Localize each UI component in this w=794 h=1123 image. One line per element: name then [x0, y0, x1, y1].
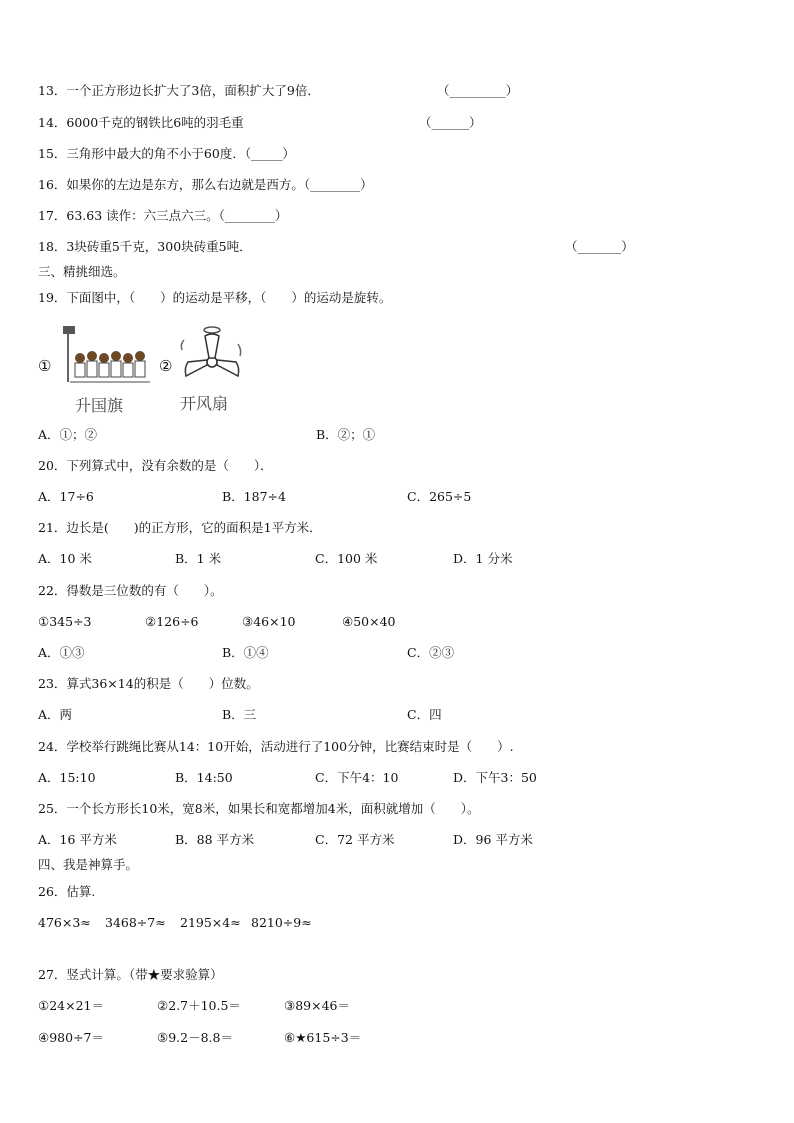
q24-option-d[interactable]: D．下午3：50 — [453, 770, 537, 785]
question-18: 18．3块砖重5千克，300块砖重5吨． — [38, 239, 252, 254]
q20-option-a[interactable]: A．17÷6 — [38, 489, 94, 504]
q21-option-d[interactable]: D．1 分米 — [453, 551, 513, 566]
q22-item-2: ②126÷6 — [145, 614, 199, 629]
vertical-calc-2: ②2.7＋10.5＝ — [157, 998, 241, 1013]
q25-option-b[interactable]: B．88 平方米 — [175, 832, 255, 847]
q20-option-b[interactable]: B．187÷4 — [222, 489, 286, 504]
q19-option-a[interactable]: A．①；② — [38, 427, 98, 442]
section-heading-3: 三、精挑细选。 — [38, 264, 126, 279]
q21-option-b[interactable]: B．1 米 — [175, 551, 222, 566]
estimate-item-2: 3468÷7≈ — [105, 915, 166, 930]
question-27: 27．竖式计算。（带★要求验算） — [38, 967, 223, 982]
question-17: 17．63.63 读作：六三点六三。（________） — [38, 208, 288, 223]
q23-option-b[interactable]: B．三 — [222, 707, 257, 722]
vertical-calc-6: ⑥★615÷3＝ — [284, 1030, 362, 1045]
question-25: 25．一个长方形长10米，宽8米，如果长和宽都增加4米，面积就增加（ ）。 — [38, 801, 480, 816]
question-13: 13．一个正方形边长扩大了3倍，面积扩大了9倍． — [38, 83, 320, 98]
question-15: 15．三角形中最大的角不小于60度．（_____） — [38, 146, 295, 161]
question-24: 24．学校举行跳绳比赛从14：10开始，活动进行了100分钟，比赛结束时是（ ）. — [38, 739, 514, 754]
question-16: 16．如果你的左边是东方，那么右边就是西方。（________） — [38, 177, 373, 192]
fan-figure — [176, 322, 246, 392]
question-20: 20．下列算式中，没有余数的是（ ）． — [38, 458, 273, 473]
q23-option-c[interactable]: C．四 — [407, 707, 442, 722]
q25-option-c[interactable]: C．72 平方米 — [315, 832, 395, 847]
question-26: 26．估算. — [38, 884, 96, 899]
q24-option-b[interactable]: B．14:50 — [175, 770, 233, 785]
q22-option-a[interactable]: A．①③ — [38, 645, 85, 660]
question-22: 22．得数是三位数的有（ ）。 — [38, 583, 223, 598]
answer-blank-18[interactable]: （_______） — [565, 239, 634, 254]
q19-option-b[interactable]: B．②；① — [316, 427, 376, 442]
q22-item-3: ③46×10 — [242, 614, 296, 629]
section-heading-4: 四、我是神算手。 — [38, 857, 139, 872]
q25-option-d[interactable]: D．96 平方米 — [453, 832, 533, 847]
vertical-calc-1: ①24×21＝ — [38, 998, 104, 1013]
answer-blank-13[interactable]: （_________） — [437, 83, 519, 98]
vertical-calc-3: ③89×46＝ — [284, 998, 350, 1013]
vertical-calc-4: ④980÷7＝ — [38, 1030, 104, 1045]
q24-option-c[interactable]: C．下午4：10 — [315, 770, 399, 785]
q22-option-b[interactable]: B．①④ — [222, 645, 269, 660]
question-23: 23．算式36×14的积是（ ）位数。 — [38, 676, 259, 691]
figure-2-number: ② — [159, 357, 173, 375]
q21-option-c[interactable]: C．100 米 — [315, 551, 378, 566]
estimate-item-4: 8210÷9≈ — [251, 915, 312, 930]
q20-option-c[interactable]: C．265÷5 — [407, 489, 472, 504]
question-14: 14．6000千克的钢铁比6吨的羽毛重 — [38, 115, 244, 130]
q25-option-a[interactable]: A．16 平方米 — [38, 832, 117, 847]
figure-2-caption: 开风扇 — [180, 394, 229, 413]
q23-option-a[interactable]: A．两 — [38, 707, 73, 722]
estimate-item-3: 2195×4≈ — [180, 915, 241, 930]
q22-option-c[interactable]: C．②③ — [407, 645, 455, 660]
answer-blank-14[interactable]: （______） — [419, 115, 482, 130]
q21-option-a[interactable]: A．10 米 — [38, 551, 92, 566]
flag-raising-figure — [54, 322, 158, 392]
question-21: 21．边长是( )的正方形，它的面积是1平方米． — [38, 520, 322, 535]
vertical-calc-5: ⑤9.2－8.8＝ — [157, 1030, 233, 1045]
q22-item-4: ④50×40 — [342, 614, 396, 629]
figure-1-number: ① — [38, 357, 52, 375]
q22-item-1: ①345÷3 — [38, 614, 92, 629]
q24-option-a[interactable]: A．15:10 — [38, 770, 96, 785]
question-19: 19．下面图中，（ ）的运动是平移，（ ）的运动是旋转。 — [38, 290, 392, 305]
estimate-item-1: 476×3≈ — [38, 915, 91, 930]
figure-1-caption: 升国旗 — [75, 396, 124, 415]
